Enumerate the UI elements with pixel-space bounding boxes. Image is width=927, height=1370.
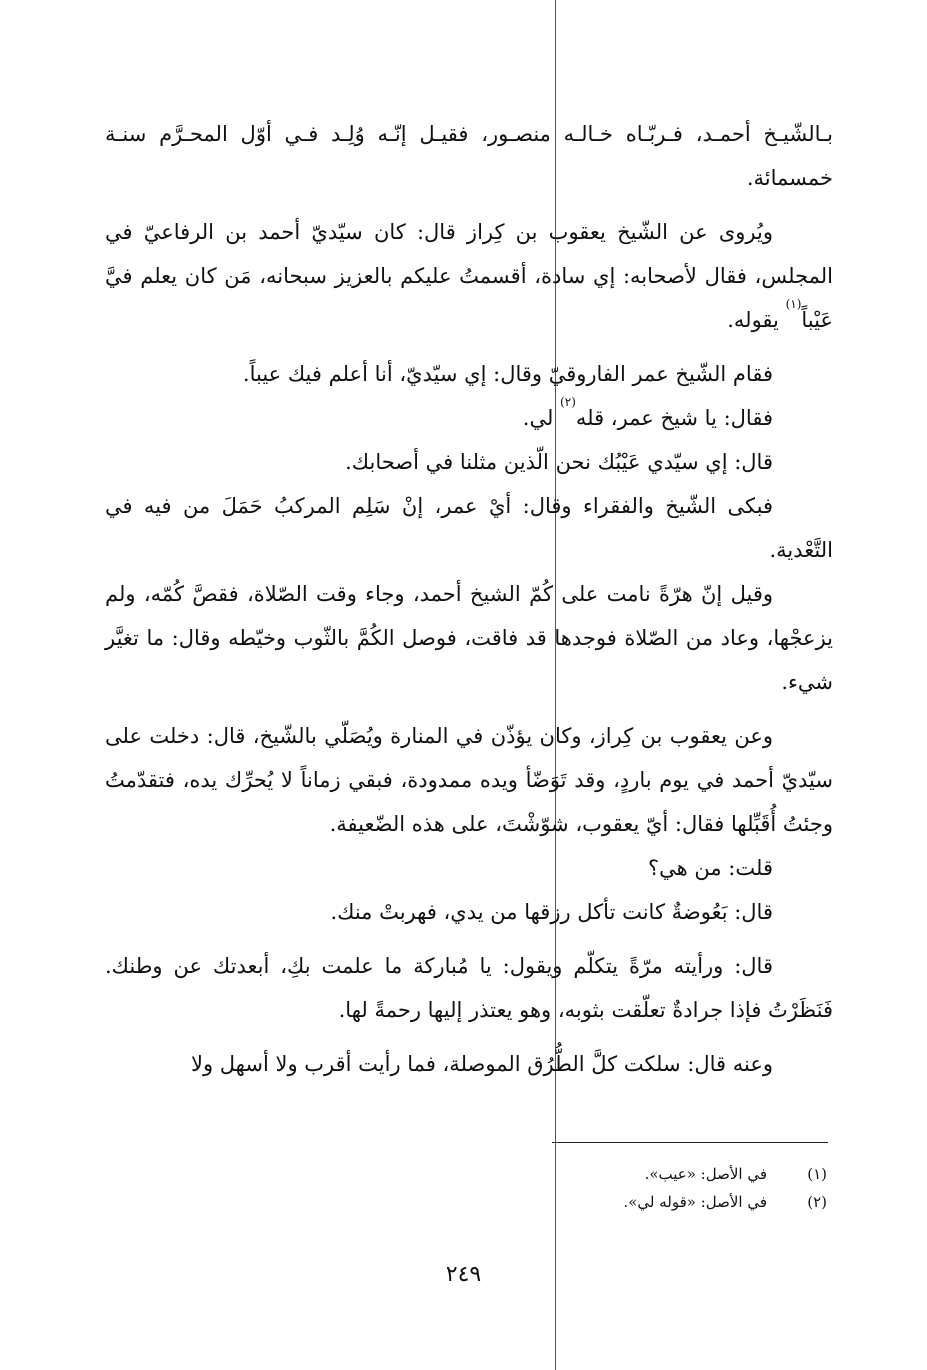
paragraph-4-text: فقال: يا شيخ عمر، قله	[575, 406, 773, 430]
footnote-text: في الأصل: «قوله لي».	[623, 1193, 767, 1211]
footnote-marker-2[interactable]: (٢)	[560, 395, 576, 409]
paragraph-7: وقيل إنّ هرّةً نامت على كُمّ الشيخ أحمد، وجاء وقت الصّلاة، فقصَّ كُمّه، ولم يزعجْها، وعاد من الصّلاة فوجدها قد فاقت، فوصل الكُمَّ بالثّوب وخيّطه وقال: ما تغيَّر شيء.	[105, 582, 833, 694]
footnotes	[105, 1160, 827, 1216]
paragraph-4	[105, 396, 833, 440]
paragraph-9: قلت: من هي؟	[648, 856, 773, 880]
paragraph-4-text-end: لي.	[522, 406, 561, 430]
paragraph-5: قال: إي سيّدي عَيْبُك نحن الّذين مثلنا في أصحابك.	[345, 450, 773, 474]
paragraph-3: فقام الشّيخ عمر الفاروقيّ وقال: إي سيّديّ، أنا أعلم فيك عيباً.	[242, 362, 773, 386]
paragraph-2-text: ويُروى عن الشّيخ يعقوب بن كِراز قال: كان سيّديّ أحمد بن الرفاعيّ في المجلس، فقال لأصحابه: إي سادة، أقسمتُ عليكم بالعزيز سبحانه، مَن كان يعلم فيَّ عَيْباً	[105, 220, 833, 332]
footnote-separator	[552, 1142, 828, 1143]
footnote-number: (١)	[807, 1165, 827, 1183]
page-number: ٢٤٩	[445, 1262, 482, 1287]
paragraph-2-text-end: يقوله.	[727, 308, 786, 332]
paragraph-10: قال: بَعُوضةٌ كانت تأكل رزقها من يدي، فهربتْ منك.	[330, 900, 773, 924]
footnote-number: (٢)	[807, 1193, 827, 1211]
paragraph-12: وعنه قال: سلكت كلَّ الطُّرُق الموصلة، فما رأيت أقرب ولا أسهل ولا	[190, 1052, 773, 1076]
main-text	[105, 112, 833, 1086]
footnote-2	[105, 1188, 827, 1216]
footnote-1	[105, 1160, 827, 1188]
paragraph-1: بـالشّيـخ أحمـد، فـربّـاه خـالـه منصـور، فقيـل إنّـه وُلِـد فـي أوّل المحـرَّم سنـة خمسمائة.	[105, 122, 833, 190]
paragraph-2	[105, 210, 833, 342]
paragraph-6: فبكى الشّيخ والفقراء وقال: أيْ عمر، إنْ سَلِم المركبُ حَمَلَ من فيه في التَّعْدية.	[105, 494, 833, 562]
paragraph-11: قال: ورأيته مرّةً يتكلّم ويقول: يا مُباركة ما علمت بكِ، أبعدتك عن وطنك. فَنَظَرْتُ فإذا جرادةٌ تعلّقت بثوبه، وهو يعتذر إليها رحمةً لها.	[105, 954, 833, 1022]
paragraph-8: وعن يعقوب بن كِراز، وكان يؤذّن في المنارة ويُصَلّي بالشّيخ، قال: دخلت على سيّديّ أحمد في يوم باردٍ، وقد تَوَضّأ ويده ممدودة، فبقي زماناً لا يُحرِّك يده، فتقدّمتُ وجئتُ أُقَبِّلها فقال: أيّ يعقوب، شوّشْتَ، على هذه الضّعيفة.	[105, 724, 833, 836]
footnote-text: في الأصل: «عيب».	[644, 1165, 767, 1183]
footnote-marker-1[interactable]: (١)	[785, 297, 802, 311]
